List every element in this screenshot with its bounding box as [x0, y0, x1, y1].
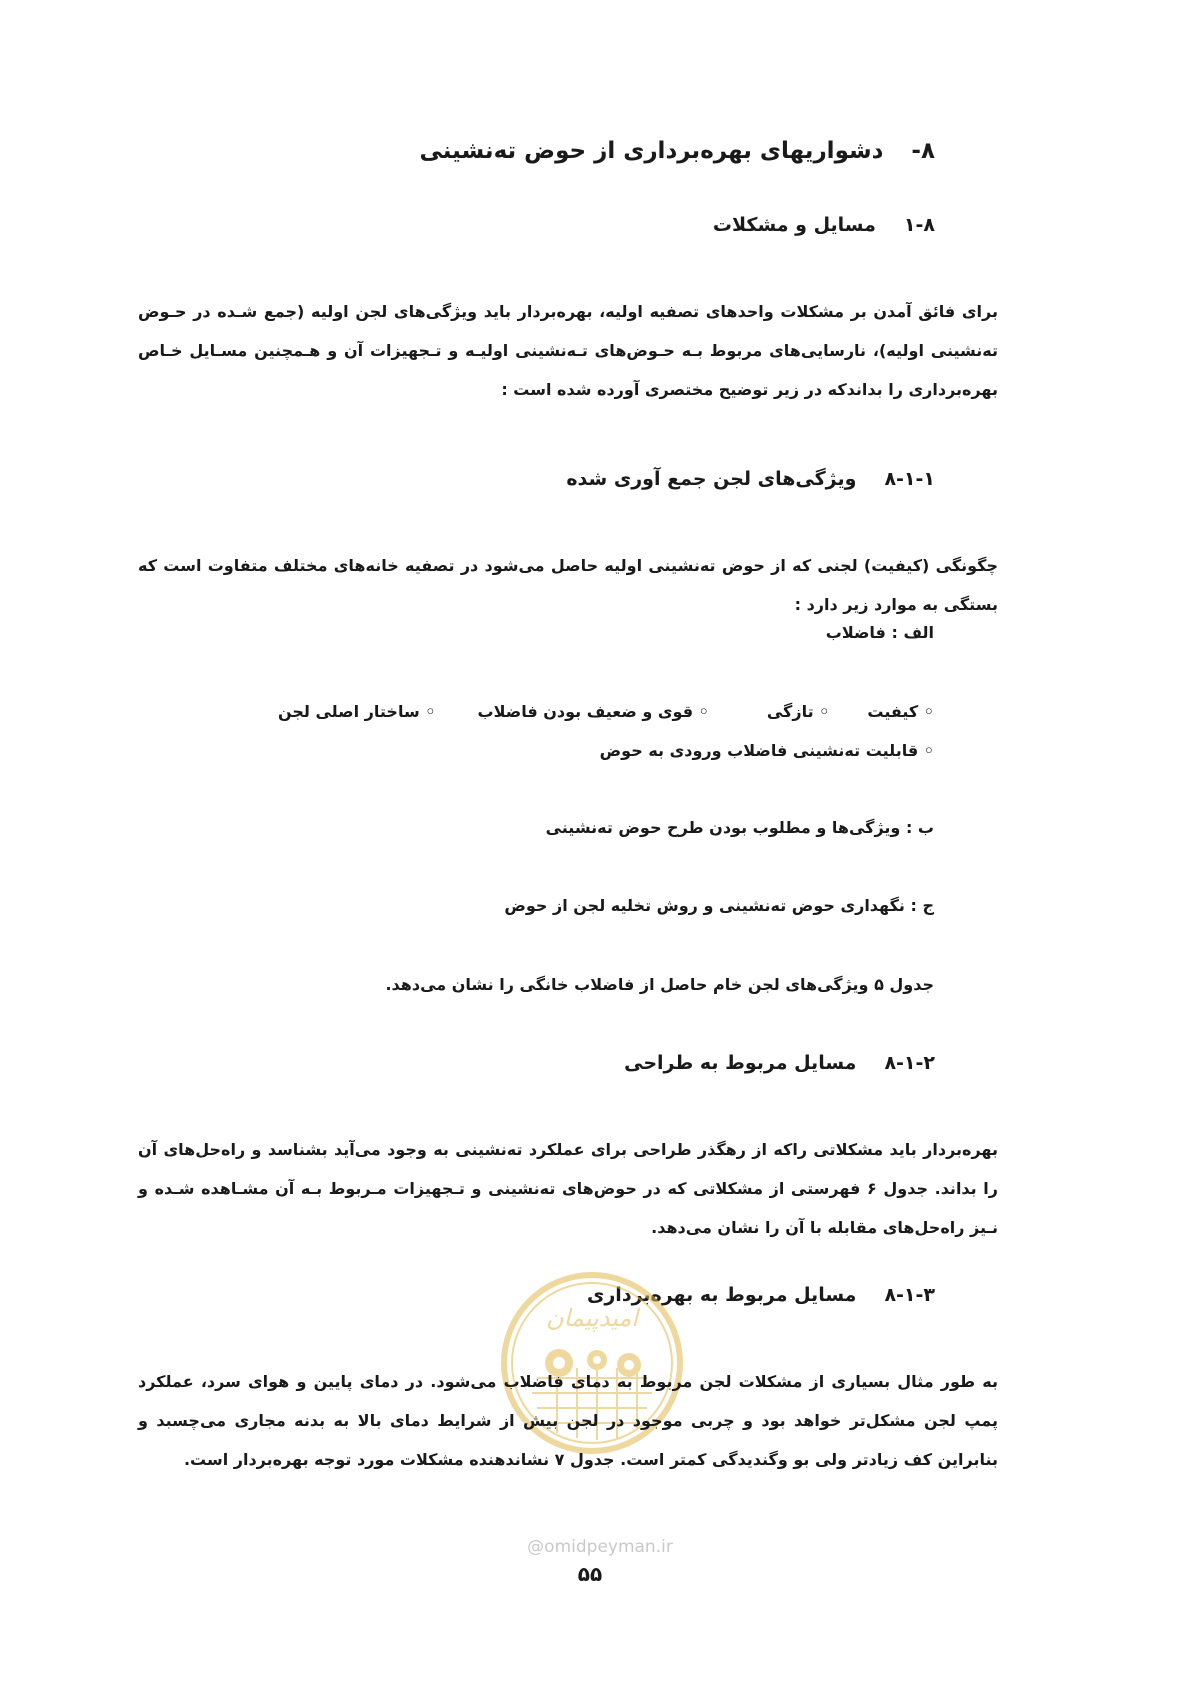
subsection-title: مسایل مربوط به بهره‌برداری — [586, 1284, 857, 1306]
subsection-title: مسایل مربوط به طراحی — [624, 1052, 857, 1074]
bullet-row-1 — [234, 702, 934, 721]
watermark-url-text: omidpeyman.ir — [544, 1537, 673, 1557]
bullet-item: ◦ قوی و ضعیف بودن فاضلاب — [477, 702, 709, 721]
watermark-logo-text: امیدپیمان — [545, 1304, 639, 1332]
section-heading — [235, 138, 935, 164]
table-5-reference: جدول ۵ ویژگی‌های لجن خام حاصل از فاضلاب خانگی را نشان می‌دهد. — [385, 975, 934, 994]
subsection-number: ۸-۱-۳ — [884, 1284, 935, 1306]
bullet-row-2: ◦ قابلیت ته‌نشینی فاضلاب ورودی به حوض — [599, 741, 934, 760]
subsection-title: مسایل و مشکلات — [712, 214, 876, 236]
operation-issues-paragraph: به طور مثال بسیاری از مشکلات لجن مربوط به دمای فاضلاب می‌شود. در دمای پایین و هوای سرد، عملکرد پمپ لجن مشکل‌تر خواهد بود و چربی موجود در لجن بیش از شرایط دمای بالا به بدنه مجاری می‌چسبد و بنابراین کف زیادتر ولی بو وگندیدگی کمتر است. جدول ۷ نشاندهنده مشکلات مورد توجه بهره‌بردار است. — [138, 1372, 998, 1469]
bullet-item: ◦ ساختار اصلی لجن — [277, 702, 436, 721]
item-b-label: ب : ویژگی‌ها و مطلوب بودن طرح حوض ته‌نشینی — [545, 818, 934, 837]
design-issues-paragraph: بهره‌بردار باید مشکلاتی راکه از رهگذر طراحی برای عملکرد ته‌نشینی به وجود می‌آید بشناسد و راه‌حل‌های آن را بداند. جدول ۶ فهرستی از مشکلاتی که در حوض‌های ته‌نشینی و تـجهیزات مـربوط بـه آن مشـاهده شـده و نـیز راه‌حل‌های مقابله با آن را نشان می‌دهد. — [138, 1140, 998, 1237]
item-c-label: ج : نگهداری حوض ته‌نشینی و روش تخلیه لجن از حوض — [504, 896, 934, 915]
watermark-url — [480, 1537, 720, 1557]
item-a-label: الف : فاضلاب — [825, 623, 934, 642]
subsection-heading-1-2 — [235, 1052, 935, 1074]
page-number: ۵۵ — [577, 1562, 603, 1586]
subsection-title: ویژگی‌های لجن جمع آوری شده — [566, 468, 857, 490]
subsection-number: ۸-۱-۲ — [884, 1052, 935, 1074]
section-number: ۸- — [911, 138, 935, 164]
subsection-heading-1-1 — [235, 468, 935, 490]
bullet-item: ◦ کیفیت — [867, 702, 934, 721]
subsection-heading-1 — [235, 214, 935, 236]
subsection-number: ۱-۸ — [903, 214, 935, 236]
bullet-item: ◦ تازگی — [766, 702, 830, 721]
subsection-number: ۸-۱-۱ — [884, 468, 935, 490]
intro-paragraph: برای فائق آمدن بر مشکلات واحدهای تصفیه اولیه، بهره‌بردار باید ویژگی‌های لجن اولیه (جمع شـده در حـوض ته‌نشینی اولیه)، نارسایی‌های مربوط بـه حـوض‌های تـه‌نشینی اولیـه و تـجهیزات آن و هـمچنین مسـایل خـاص بهره‌برداری را بداندکه در زیر توضیح مختصری آورده شده است : — [138, 302, 998, 399]
sludge-quality-paragraph: چگونگی (کیفیت) لجنی که از حوض ته‌نشینی اولیه حاصل می‌شود در تصفیه خانه‌های مختلف متفاوت است که بستگی به موارد زیر دارد : — [138, 556, 998, 614]
section-title: دشواریهای بهره‌برداری از حوض ته‌نشینی — [419, 138, 884, 164]
at-icon: @ — [527, 1537, 545, 1557]
